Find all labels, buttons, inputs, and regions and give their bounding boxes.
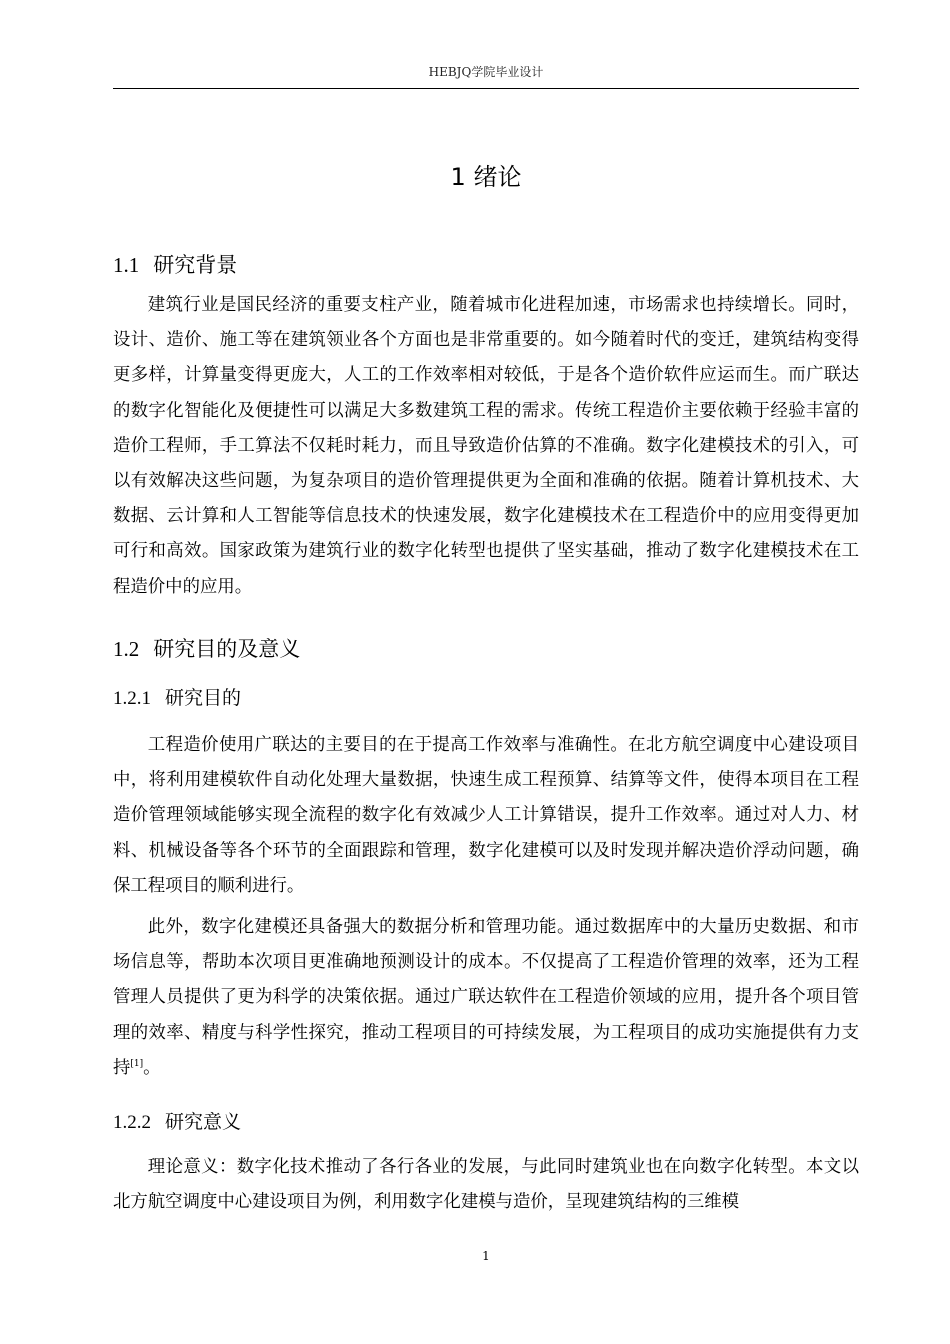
section-heading-1-2 (113, 634, 859, 664)
paragraph-background: 建筑行业是国民经济的重要支柱产业，随着城市化进程加速，市场需求也持续增长。同时，设计、造价、施工等在建筑领业各个方面也是非常重要的。如今随着时代的变迁，建筑结构变得更多样，计算量变得更庞大，人工的工作效率相对较低，于是各个造价软件应运而生。而广联达的数字化智能化及便捷性可以满足大多数建筑工程的需求。传统工程造价主要依赖于经验丰富的造价工程师，手工算法不仅耗时耗力，而且导致造价估算的不准确。数字化建模技术的引入，可以有效解决这些问题，为复杂项目的造价管理提供更为全面和准确的依据。随着计算机技术、大数据、云计算和人工智能等信息技术的快速发展，数字化建模技术在工程造价中的应用变得更加可行和高效。国家政策为建筑行业的数字化转型也提供了坚实基础，推动了数字化建模技术在工程造价中的应用。 (113, 295, 859, 597)
paragraph-end: 。 (143, 1057, 161, 1078)
paragraph-text: 此外，数字化建模还具备强大的数据分析和管理功能。通过数据库中的大量历史数据、和市场信息等，帮助本次项目更准确地预测设计的成本。不仅提高了工程造价管理的效率，还为工程管理人员提供了更为科学的决策依据。通过广联达软件在工程造价领域的应用，提升各个项目管理的效率、精度与科学性探究，推动工程项目的可持续发展，为工程项目的成功实施提供有力支持 (113, 917, 859, 1078)
section-title: 研究背景 (153, 253, 238, 277)
section-heading-1-1 (113, 250, 859, 280)
paragraph-purpose-2 (113, 910, 859, 1086)
section-number: 1.2.2 (113, 1112, 151, 1133)
section-heading-1-2-1 (113, 684, 859, 713)
paragraph-purpose-1: 工程造价使用广联达的主要目的在于提高工作效率与准确性。在北方航空调度中心建设项目中，将利用建模软件自动化处理大量数据，快速生成工程预算、结算等文件，使得本项目在工程造价管理领域能够实现全流程的数字化有效减少人工计算错误，提升工作效率。通过对人力、材料、机械设备等各个环节的全面跟踪和管理，数字化建模可以及时发现并解决造价浮动问题，确保工程项目的顺利进行。 (113, 735, 859, 896)
header-rule (113, 88, 859, 89)
page-number: 1 (482, 1249, 490, 1263)
section-title: 研究意义 (165, 1111, 242, 1133)
section-title: 研究目的 (165, 687, 242, 709)
chapter-title: 1 绪论 (450, 163, 522, 191)
section-title: 研究目的及意义 (153, 637, 301, 661)
paragraph-significance: 理论意义：数字化技术推动了各行各业的发展，与此同时建筑业也在向数字化转型。本文以北方航空调度中心建设项目为例，利用数字化建模与造价，呈现建筑结构的三维模 (113, 1157, 859, 1213)
section-number: 1.2 (113, 637, 140, 661)
section-number: 1.1 (113, 253, 140, 277)
section-heading-1-2-2 (113, 1108, 859, 1137)
running-header: HEBJQ学院毕业设计 (428, 65, 544, 79)
citation-marker: [1] (130, 1058, 144, 1069)
section-number: 1.2.1 (113, 688, 151, 709)
